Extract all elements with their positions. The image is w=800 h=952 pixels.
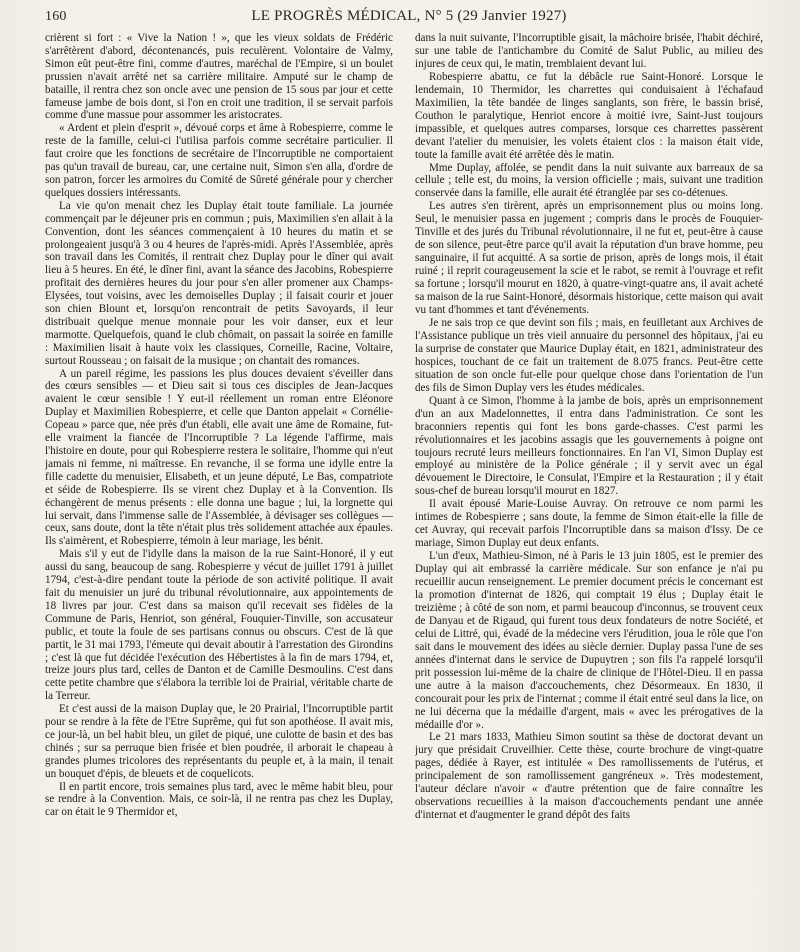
left-paragraph-3: La vie qu'on menait chez les Duplay était toute familiale. La journée commençait par le déjeuner pris en commun ; puis, Maximilien s'en allait à la Convention, dont les séances commençaient à 10 heures du matin et se prolongeaient jusqu'à 3 ou 4 heures de l'après-midi. Après l'Assemblée, après son travail dans les Comités, il rentrait chez Duplay pour le dîner qui avait lieu à 5 heures. En été, le dîner fini, avant la séance des Jacobins, Robespierre profitait des dernières heures du jour pour s'en aller promener aux Champs-Elysées, tout voisins, avec les demoiselles Duplay ; il faisait courir et jouer son chien Blount et, lorsqu'on rencontrait de petits Savoyards, il leur distribuait quelque menue monnaie pour les voir danser, eux et leur marmotte. Quelquefois, quand le club chômait, on passait la soirée en famille : Maximilien lisait à haute voix les classiques, Corneille, Racine, Voltaire, surtout Rousseau ; on faisait de la musique ; on chantait des romances. [45,199,393,367]
right-paragraph-1: dans la nuit suivante, l'Incorruptible gisait, la mâchoire brisée, l'habit déchiré, sur une table de l'antichambre du Comité de Salut Public, au milieu des injures de ceux qui, le matin, tremblaient devant lui. [415,32,763,70]
right-paragraph-6: Quant à ce Simon, l'homme à la jambe de bois, après un emprisonnement d'un an aux Madelonnettes, il entra dans l'administration. Ce sont les braconniers repentis qui font les bons garde-chasses. C'est parmi les révolutionnaires et les jacobins assagis que les gouvernements à poigne ont toujours recruté leurs meilleurs fonctionnaires. En l'an VI, Simon Duplay est employé au ministère de la Police générale ; il y servit avec un égal dévouement le Directoire, le Consulat, l'Empire et la Restauration ; il y était sous-chef de bureau lorsqu'il mourut en 1827. [415,394,763,498]
right-column [415,32,763,938]
right-paragraph-8: L'un d'eux, Mathieu-Simon, né à Paris le 13 juin 1805, est le premier des Duplay qui ait embrassé la carrière médicale. Sur son enfance je n'ai pu recueillir aucun renseignement. Le premier document précis le concernant est la promotion d'internat de 1826, qui comptait 19 élus ; Duplay était le treizième ; à côté de son nom, et parmi beaucoup d'inconnus, se trouvent ceux de Danyau et de Rigaud, qui furent tous deux fondateurs de notre Société, et celui de Littré, qui, évadé de la médecine vers l'érudition, joua le rôle que l'on sait dans le mouvement des idées au siècle dernier. Duplay passa l'une de ses années d'internat dans le service de Dupuytren ; son fils l'a rappelé lorsqu'il prit possession lui-même de la chaire de clinique de l'Hôtel-Dieu. Il en passa une autre à la maison d'accouchements, chez Désormeaux. En 1830, il concourait pour les prix de l'internat ; comme il était entré seul dans la lice, on ne lui décerna que la médaille d'argent, mais « avec les prérogatives de la médaille d'or ». [415,550,763,731]
page-header [45,8,773,32]
left-paragraph-4: A un pareil régime, les passions les plus douces devaient s'éveiller dans des cœurs sensibles — et Dieu sait si tous ces disciples de Jean-Jacques avaient le cœur sensible ! Y eut-il réellement un roman entre Eléonore Duplay et Maximilien Robespierre, et celle que Danton appelait « Cornélie-Copeau » parce que, née près d'un établi, elle avait une âme de Romaine, fut-elle vraiment la fiancée de l'Incorruptible ? La légende l'affirme, mais l'histoire en doute, pour qui Robespierre restera le solitaire, l'homme qui n'eut jamais ni femme, ni maîtresse. En revanche, il se forma une idylle entre la fille cadette du menuisier, Elisabeth, et un jeune député, Le Bas, compatriote et séide de Robespierre. Ils se virent chez Duplay et à la Convention. Ils échangèrent de menus présents : elle donna une bague ; lui, la lorgnette qui lui servait, dans l'immense salle de l'Assemblée, à dévisager ses collègues — ceux, sans doute, dont la tête n'était plus très solidement attachée aux épaules. Ils s'aimèrent, et Robespierre, témoin à leur mariage, les bénit. [45,367,393,548]
right-paragraph-4: Les autres s'en tirèrent, après un emprisonnement plus ou moins long. Seul, le menuisier passa en jugement ; compris dans le procès de Fouquier-Tinville et des jurés du Tribunal révolutionnaire, il ne fut et, peut-être à cause de son silence, peut-être parce qu'il avait la réputation d'un brave homme, peu sanguinaire, il fut acquitté. A sa sortie de prison, après de longs mois, il était ruiné ; il reprit courageusement la scie et le rabot, se remit à l'ouvrage et refit sa fortune ; lorsqu'il mourut en 1820, à quatre-vingt-quatre ans, il avait acheté sa maison de la rue Saint-Honoré, désormais historique, cette maison qui avait vu tant d'hommes et tant d'événements. [415,200,763,317]
left-paragraph-2: « Ardent et plein d'esprit », dévoué corps et âme à Robespierre, comme le reste de la famille, celui-ci l'utilisa parfois comme secrétaire particulier. Il faut croire que les fonctions de secrétaire de l'Incorruptible ne comportaient pas qu'un travail de bureau, car, une certaine nuit, Simon s'en alla, d'ordre de son patron, forcer les armoires du Comité de Sûreté générale pour y chercher quelques dossiers intéressants. [45,122,393,199]
right-paragraph-3: Mme Duplay, affolée, se pendit dans la nuit suivante aux barreaux de sa cellule ; telle est, du moins, la version officielle ; mais, suivant une tradition conservée dans la famille, elle aurait été étranglée par ses co-détenues. [415,161,763,200]
left-paragraph-5: Mais s'il y eut de l'idylle dans la maison de la rue Saint-Honoré, il y eut aussi du sang, beaucoup de sang. Robespierre y vécut de juillet 1791 à juillet 1794, c'est-à-dire pendant toute la période de son activité politique. Il avait fait du menuisier un juré du tribunal révolutionnaire, aux appointements de 18 livres par jour. C'est dans sa maison qu'il recevait ses fidèles de la Commune de Paris, Henriot, son général, Fouquier-Tinville, son accusateur public, et toute la foule de ses partisans connus ou obscurs. C'est de là que partit, le 31 mai 1793, l'émeute qui devait aboutir à l'arrestation des Girondins ; c'est là que fut décidée l'exécution des Hébertistes à la fin de mars 1794, et, treize jours plus tard, celles de Danton et de Camille Desmoulins. C'est dans cette petite chambre que s'élabora la terrible loi de Prairial, véritable charte de la Terreur. [45,548,393,703]
page-number: 160 [45,9,67,24]
right-paragraph-5: Je ne sais trop ce que devint son fils ; mais, en feuilletant aux Archives de l'Assistance publique un très vieil annuaire du personnel des hôpitaux, j'ai eu la surprise de constater que Maurice Duplay était, en 1821, administrateur des hospices, touchant de ce fait un traitement de 8.075 francs. Peut-être cette situation de son oncle fut-elle pour quelque chose dans l'orientation de l'un des fils de Simon Duplay vers les études médicales. [415,316,763,394]
left-column [45,32,393,938]
right-paragraph-2: Robespierre abattu, ce fut la débâcle rue Saint-Honoré. Lorsque le lendemain, 10 Thermidor, les charrettes qui conduisaient à l'échafaud Maximilien, la tête bandée de linges sanglants, son frère, le bassin brisé, Couthon le paralytique, Henriot encore à moitié ivre, Saint-Just toujours impassible, et quelques autres comparses, lorsque ces charrettes passèrent devant l'atelier du menuisier, les volets étaient clos : la maison était vide, toute la famille avait été arrêtée dès le matin. [415,70,763,161]
left-paragraph-6: Et c'est aussi de la maison Duplay que, le 20 Prairial, l'Incorruptible partit pour se rendre à la fête de l'Etre Suprême, qui fut son apothéose. Il avait mis, ce jour-là, un bel habit bleu, un gilet de piqué, une culotte de basin et des bas chinés ; sur sa perruque bien frisée et bien poudrée, il arborait le chapeau à grandes plumes tricolores des représentants du peuple et, à la main, il tenait un bouquet d'épis, de bleuets et de coquelicots. [45,703,393,780]
right-paragraph-7: Il avait épousé Marie-Louise Auvray. On retrouve ce nom parmi les intimes de Robespierre ; sans doute, la femme de Simon était-elle la fille de cet Auvray, qui recevait parfois l'Incorruptible dans sa maison d'Issy. De ce mariage, Simon Duplay eut deux enfants. [415,498,763,550]
article-columns [45,32,773,938]
left-paragraph-7: Il en partit encore, trois semaines plus tard, avec le même habit bleu, pour se rendre à la Convention. Mais, ce soir-là, il ne rentra pas chez les Duplay, car on était le 9 Thermidor et, [45,780,393,819]
running-title: LE PROGRÈS MÉDICAL, N° 5 (29 Janvier 1927) [251,8,567,24]
left-paragraph-1: crièrent si fort : « Vive la Nation ! », que les vieux soldats de Frédéric s'arrêtèrent d'abord, décontenancés, puis reculèrent. Volontaire de Valmy, Simon eût peut-être fini, comme d'autres, maréchal de l'Empire, si un boulet prussien n'avait arrêté net sa carrière militaire. Amputé sur le champ de bataille, il rentra chez son oncle avec une pension de 15 sous par jour et cette fameuse jambe de bois dont, si l'on en croit une tradition, il se servait parfois comme d'une massue pour assommer les aristocrates. [45,32,393,122]
right-paragraph-9: Le 21 mars 1833, Mathieu Simon soutint sa thèse de doctorat devant un jury que présidait Cruveilhier. Cette thèse, courte brochure de vingt-quatre pages, dédiée à Rayer, est intitulée « Des ramollissements de l'utérus, et principalement de son ramollissement gangréneux ». Très modestement, l'auteur déclare n'avoir « d'autre prétention que de faire connaître les observations recueillies à la maison d'accouchements pendant une année d'internat et d'augmenter le grand dépôt des faits [415,731,763,822]
